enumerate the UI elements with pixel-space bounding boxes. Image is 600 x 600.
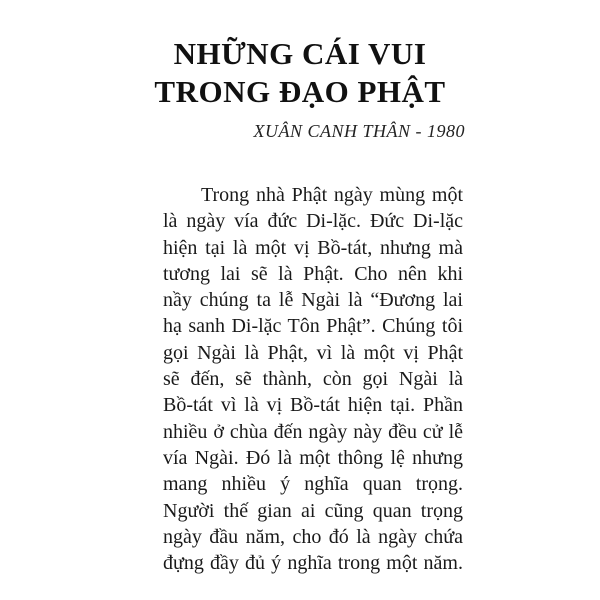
body-line: tương lai sẽ là Phật. Cho nên khi	[163, 262, 463, 285]
body-line: Người thế gian ai cũng quan trọng	[163, 499, 463, 522]
body-line: nầy chúng ta lễ Ngài là “Đương lai	[163, 289, 463, 312]
title-line-1: NHỮNG CÁI VUI	[173, 36, 427, 71]
body-line: ngày đầu năm, cho đó là ngày chứa	[163, 525, 463, 548]
body-line: Trong nhà Phật ngày mùng một	[201, 184, 463, 206]
body-line: gọi Ngài là Phật, vì là một vị Phật	[163, 341, 463, 364]
byline: XUÂN CANH THÂN - 1980	[253, 121, 465, 141]
body-line: mang nhiều ý nghĩa quan trọng.	[163, 473, 463, 496]
body-line: hiện tại là một vị Bồ-tát, nhưng mà	[163, 236, 463, 259]
body-line: đựng đầy đủ ý nghĩa trong một năm.	[163, 552, 463, 575]
body-line: hạ sanh Di-lặc Tôn Phật”. Chúng tôi	[163, 315, 463, 338]
body-line: là ngày vía đức Di-lặc. Đức Di-lặc	[163, 210, 463, 233]
body-line: Bồ-tát vì là vị Bồ-tát hiện tại. Phần	[163, 394, 463, 417]
body-paragraph	[163, 182, 463, 576]
body-line: nhiều ở chùa đến ngày này đều cử lễ	[163, 420, 463, 443]
title-line-2: TRONG ĐẠO PHẬT	[154, 74, 446, 109]
body-line: sẽ đến, sẽ thành, còn gọi Ngài là	[163, 368, 463, 391]
body-line: vía Ngài. Đó là một thông lệ nhưng	[163, 446, 463, 469]
